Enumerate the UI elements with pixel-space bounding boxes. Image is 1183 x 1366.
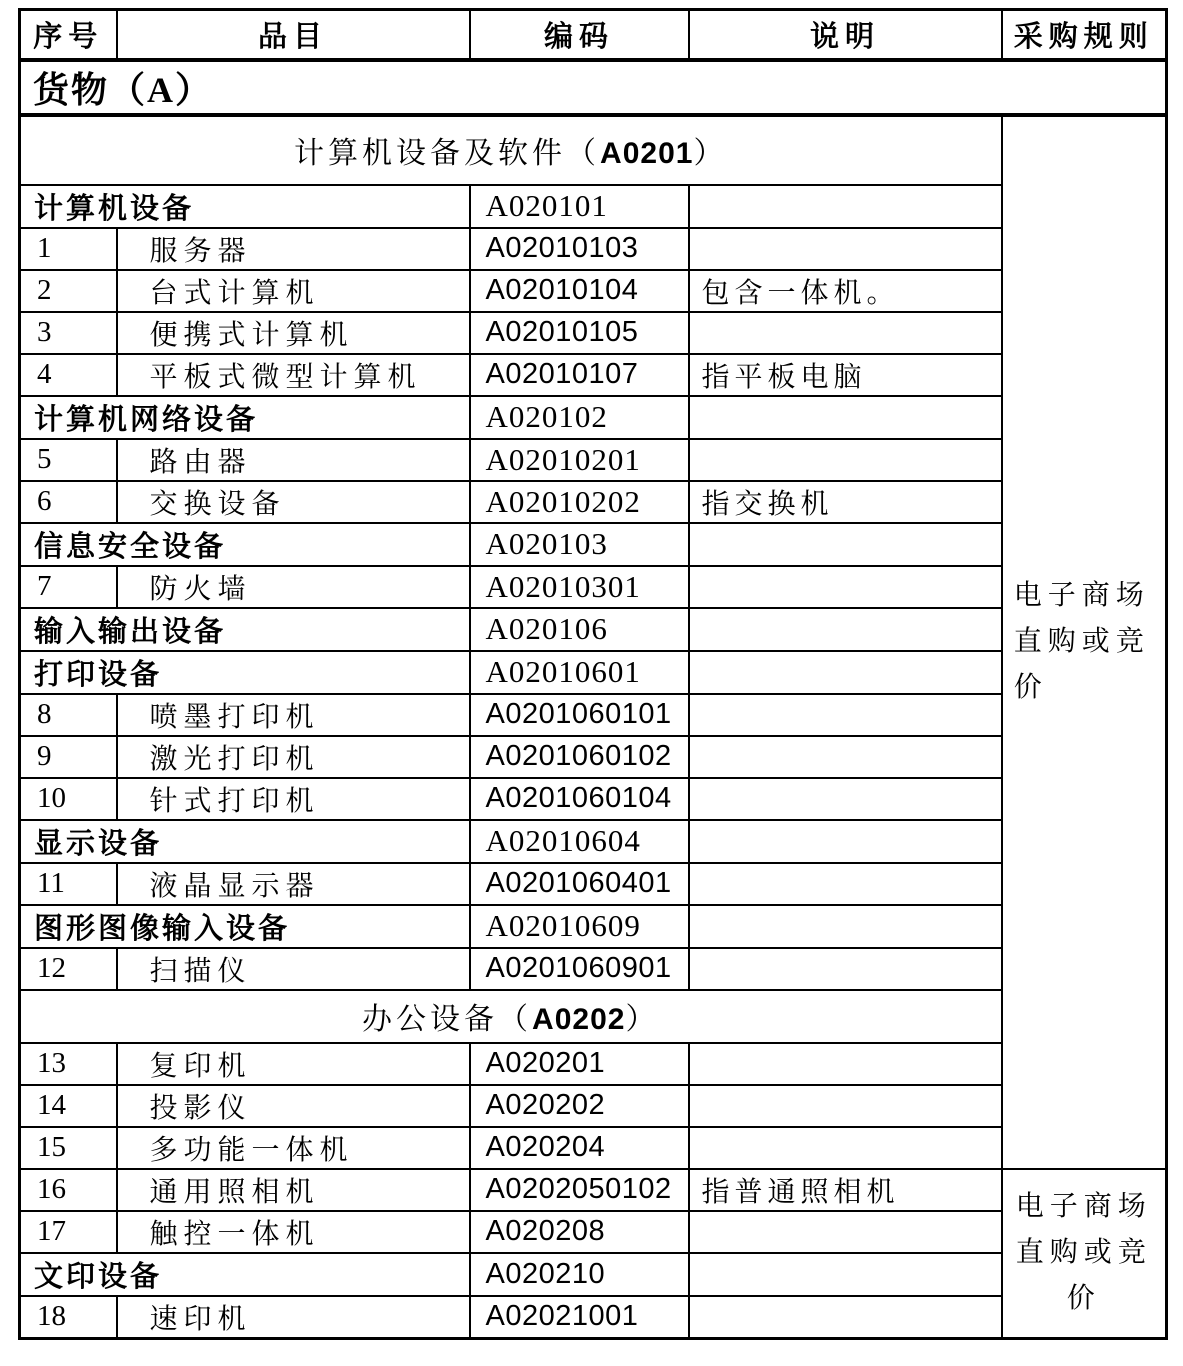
item-cell: 服务器: [117, 228, 470, 270]
item-cell: 扫描仪: [117, 948, 470, 990]
serial-cell: 8: [20, 694, 117, 736]
note-cell: 指普通照相机: [689, 1169, 1002, 1211]
table-row: [20, 778, 1167, 820]
table-row: [20, 312, 1167, 354]
table-row: [20, 1211, 1167, 1253]
table-row: [20, 608, 1167, 651]
table-row: [20, 523, 1167, 566]
section-title-text: 计算机设备及软件（: [294, 137, 601, 170]
code-cell: A020208: [470, 1211, 689, 1253]
note-cell: [689, 1296, 1002, 1339]
table-row: [20, 1127, 1167, 1169]
table-row: [20, 948, 1167, 990]
table-row: [20, 694, 1167, 736]
note-cell: [689, 608, 1002, 651]
item-cell: 针式打印机: [117, 778, 470, 820]
code-cell: A02010604: [470, 820, 689, 863]
item-cell: 激光打印机: [117, 736, 470, 778]
code-cell: A020106: [470, 608, 689, 651]
note-cell: [689, 566, 1002, 608]
section-row: [20, 115, 1167, 185]
note-cell: [689, 396, 1002, 439]
note-cell: [689, 1253, 1002, 1296]
rule-cell-second: [1002, 1169, 1167, 1339]
rule-text: 电子商场直购或竞价: [1015, 1191, 1152, 1314]
item-cell: 速印机: [117, 1296, 470, 1339]
category-cell: 打印设备: [20, 651, 470, 694]
item-cell: 通用照相机: [117, 1169, 470, 1211]
item-cell: 投影仪: [117, 1085, 470, 1127]
code-cell: A02010301: [470, 566, 689, 608]
serial-cell: 16: [20, 1169, 117, 1211]
serial-cell: 18: [20, 1296, 117, 1339]
note-cell: [689, 905, 1002, 948]
note-cell: [689, 694, 1002, 736]
serial-cell: 12: [20, 948, 117, 990]
code-cell: A020101: [470, 185, 689, 228]
table-row: [20, 481, 1167, 523]
note-cell: [689, 1043, 1002, 1085]
serial-cell: 14: [20, 1085, 117, 1127]
serial-cell: 10: [20, 778, 117, 820]
note-cell: [689, 185, 1002, 228]
category-cell: 输入输出设备: [20, 608, 470, 651]
table-row: [20, 1043, 1167, 1085]
serial-cell: 6: [20, 481, 117, 523]
item-cell: 路由器: [117, 439, 470, 481]
serial-cell: 3: [20, 312, 117, 354]
note-cell: [689, 948, 1002, 990]
code-cell: A020204: [470, 1127, 689, 1169]
table-row: [20, 736, 1167, 778]
header-item: 品目: [117, 10, 470, 60]
note-cell: [689, 439, 1002, 481]
code-cell: A020202: [470, 1085, 689, 1127]
item-cell: 便携式计算机: [117, 312, 470, 354]
rule-cell-first: [1002, 115, 1167, 1169]
table-row: [20, 566, 1167, 608]
note-cell: [689, 1211, 1002, 1253]
header-note: 说明: [689, 10, 1002, 60]
item-cell: 多功能一体机: [117, 1127, 470, 1169]
code-cell: A02021001: [470, 1296, 689, 1339]
code-cell: A020102: [470, 396, 689, 439]
section-title-text: ）: [625, 1003, 660, 1036]
item-cell: 触控一体机: [117, 1211, 470, 1253]
code-cell: A02010609: [470, 905, 689, 948]
serial-cell: 1: [20, 228, 117, 270]
code-cell: A02010104: [470, 270, 689, 312]
note-cell: 包含一体机。: [689, 270, 1002, 312]
note-cell: [689, 778, 1002, 820]
code-cell: A020103: [470, 523, 689, 566]
table-row: [20, 396, 1167, 439]
serial-cell: 2: [20, 270, 117, 312]
note-cell: [689, 820, 1002, 863]
item-cell: 复印机: [117, 1043, 470, 1085]
code-cell: A02010201: [470, 439, 689, 481]
section-title-text: ）: [693, 137, 728, 170]
code-cell: A0201060101: [470, 694, 689, 736]
note-cell: [689, 863, 1002, 905]
code-cell: A02010105: [470, 312, 689, 354]
category-cell: 信息安全设备: [20, 523, 470, 566]
category-cell: 文印设备: [20, 1253, 470, 1296]
table-row: [20, 354, 1167, 396]
serial-cell: 11: [20, 863, 117, 905]
table-row: [20, 1253, 1167, 1296]
section-row: [20, 990, 1167, 1043]
procurement-catalog-table: [18, 8, 1168, 1340]
code-cell: A02010107: [470, 354, 689, 396]
code-cell: A0201060104: [470, 778, 689, 820]
item-cell: 防火墙: [117, 566, 470, 608]
code-cell: A02010601: [470, 651, 689, 694]
category-cell: 计算机网络设备: [20, 396, 470, 439]
category-cell: 显示设备: [20, 820, 470, 863]
note-cell: [689, 1127, 1002, 1169]
note-cell: [689, 228, 1002, 270]
table-header-row: [20, 10, 1167, 60]
code-cell: A02010103: [470, 228, 689, 270]
serial-cell: 15: [20, 1127, 117, 1169]
table-row: [20, 439, 1167, 481]
section-title-text: 办公设备（: [362, 1003, 533, 1036]
category-cell: 图形图像输入设备: [20, 905, 470, 948]
header-rule: 采购规则: [1002, 10, 1167, 60]
code-cell: A0201060102: [470, 736, 689, 778]
item-cell: 台式计算机: [117, 270, 470, 312]
serial-cell: 13: [20, 1043, 117, 1085]
code-cell: A020201: [470, 1043, 689, 1085]
header-serial: 序号: [20, 10, 117, 60]
code-cell: A0202050102: [470, 1169, 689, 1211]
section-code: A0202: [532, 1003, 626, 1036]
section-title: [20, 115, 1002, 185]
note-cell: [689, 523, 1002, 566]
table-row: [20, 185, 1167, 228]
item-cell: 液晶显示器: [117, 863, 470, 905]
group-title-row: [20, 60, 1167, 115]
serial-cell: 17: [20, 1211, 117, 1253]
table-row: [20, 651, 1167, 694]
item-cell: 喷墨打印机: [117, 694, 470, 736]
serial-cell: 4: [20, 354, 117, 396]
note-cell: [689, 736, 1002, 778]
serial-cell: 9: [20, 736, 117, 778]
note-cell: [689, 312, 1002, 354]
table-row: [20, 863, 1167, 905]
code-cell: A0201060901: [470, 948, 689, 990]
header-code: 编码: [470, 10, 689, 60]
table-row: [20, 1085, 1167, 1127]
item-cell: 交换设备: [117, 481, 470, 523]
note-cell: [689, 1085, 1002, 1127]
code-cell: A02010202: [470, 481, 689, 523]
note-cell: 指交换机: [689, 481, 1002, 523]
rule-text: 电子商场直购或竞价: [1013, 580, 1150, 703]
code-cell: A020210: [470, 1253, 689, 1296]
serial-cell: 7: [20, 566, 117, 608]
table-row: [20, 905, 1167, 948]
table-row: [20, 228, 1167, 270]
note-cell: 指平板电脑: [689, 354, 1002, 396]
table-row: [20, 820, 1167, 863]
code-cell: A0201060401: [470, 863, 689, 905]
serial-cell: 5: [20, 439, 117, 481]
section-code: A0201: [600, 137, 694, 170]
item-cell: 平板式微型计算机: [117, 354, 470, 396]
group-title: 货物（A）: [20, 60, 1167, 115]
table-row: [20, 1296, 1167, 1339]
category-cell: 计算机设备: [20, 185, 470, 228]
section-title: [20, 990, 1002, 1043]
table-row: [20, 1169, 1167, 1211]
note-cell: [689, 651, 1002, 694]
table-row: [20, 270, 1167, 312]
